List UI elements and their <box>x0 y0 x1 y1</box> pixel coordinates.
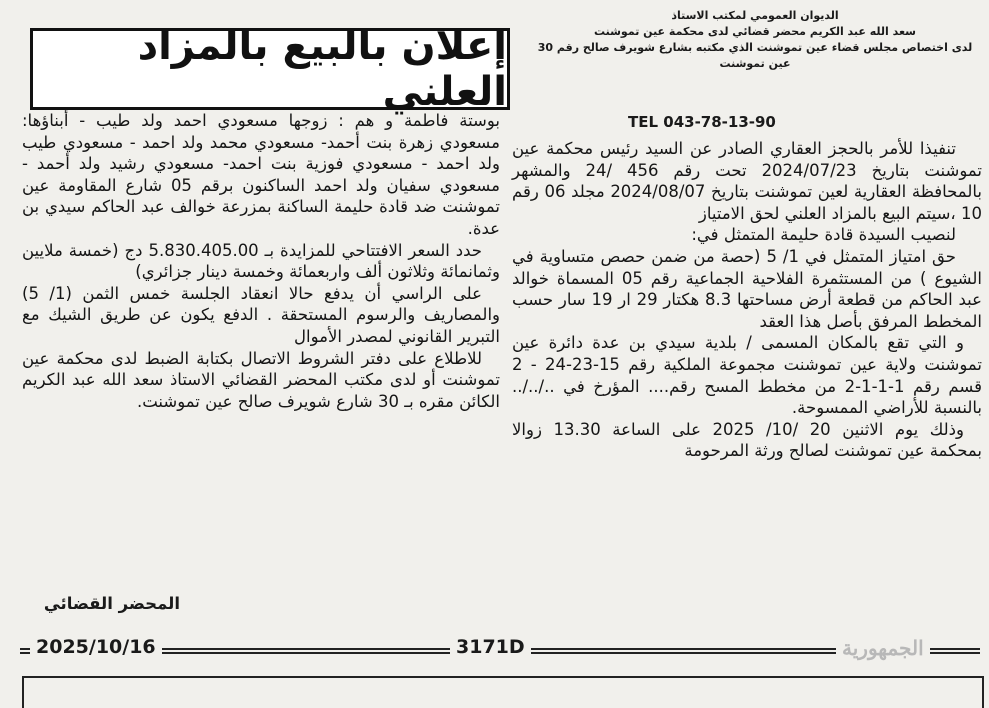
header-line-4: عين تموشنت <box>719 57 791 70</box>
left-text-column <box>22 110 500 412</box>
telephone-number: TEL 043-78-13-90 <box>628 113 776 131</box>
paragraph-share-intro: لنصيب السيدة قادة حليمة المتمثل في: <box>691 225 956 245</box>
paragraph-seizure-order: تنفيذا للأمر بالحجز العقاري الصادر عن السيد رئيس محكمة عين تموشنت بتاريخ 2024/07/23 تحت رقم 456 /24 والمشهر بالمحافظة العقارية لعين تموشنت بتاريخ 2024/08/07 مجلد 06 رقم 10 ،سيتم البيع بالمزاد العلني لحق الامتياز <box>512 139 982 223</box>
announcement-title: إعلان بالبيع بالمزاد العلني <box>137 23 507 115</box>
footer-date: 2025/10/16 <box>30 636 162 658</box>
paragraph-heirs: بوستة فاطمة و هم : زوجها مسعودي احمد ولد طيب - أبناؤها: مسعودي زهرة بنت أحمد- مسعودي محمد ولد احمد - مسعودي طيب ولد احمد - مسعودي فوزية بنت احمد- مسعودي رشيد ولد أحمد - مسعودي سفيان ولد احمد الساكنون برقم 05 شارع المقاومة عين تموشنت ضد قادة حليمة الساكنة بمزرعة خوالف عبد الحاكم سيدي بن عدة. <box>22 111 500 238</box>
footer-code: 3171D <box>450 636 531 658</box>
newspaper-brand: الجمهورية <box>836 636 930 660</box>
title-box <box>30 23 510 115</box>
paragraph-opening-price: حدد السعر الافتتاحي للمزايدة بـ 5.830.405.00 دج (خمسة ملايين وثمانمائة وثلاثون ألف واربعمائة وخمسة دينار جزائري) <box>22 240 500 282</box>
header-line-1: الديوان العمومي لمكتب الاستاذ <box>671 9 839 22</box>
bailiff-signature: المحضر القضائي <box>43 594 180 613</box>
paragraph-location: و التي تقع بالمكان المسمى / بلدية سيدي بن عدة دائرة عين تموشنت ولاية عين تموشنت مجموعة الملكية رقم 15-23-24 - 2 قسم رقم 1-1-1-2 من مخطط المسح رقم.... المؤرخ في ../../.. بالنسبة للأراضي الممسوحة. <box>512 333 982 418</box>
paragraph-concession-right: حق امتياز المتمثل في 1/ 5 (حصة من ضمن حصص متساوية في الشيوع ) من المستثمرة الفلاحية الجماعية رقم 05 المسماة خوالد عبد الحاكم من قطعة أرض مساحتها 8.3 هكتار 29 ار 19 سار حسب المخطط المرفق بأصل هذا العقد <box>512 246 982 331</box>
header-line-2: سعد الله عبد الكريم محضر قضائي لدى محكمة عين تموشنت <box>593 25 917 38</box>
paragraph-auction-date: وذلك يوم الاثنين 20 /10/ 2025 على الساعة 13.30 زوالا بمحكمة عين تموشنت لصالح ورثة المرحومة <box>512 419 982 461</box>
right-text-column <box>512 138 982 462</box>
bailiff-office-header <box>530 8 980 72</box>
next-ad-box-edge <box>22 676 984 708</box>
header-line-3: لدى اختصاص مجلس قضاء عين تموشنت الذي مكتبه بشارع شويرف صالح رقم 30 <box>537 41 973 54</box>
paragraph-payment-terms: على الراسي أن يدفع حالا انعقاد الجلسة خمس الثمن (1/ 5) والمصاريف والرسوم المستحقة . الدفع يكون عن طريق الشيك مع التبرير القانوني لمصدر الأموال <box>22 283 500 346</box>
paragraph-contact-info: للاطلاع على دفتر الشروط الاتصال بكتابة الضبط لدى محكمة عين تموشنت أو لدى مكتب المحضر القضائي الاستاذ سعد الله عبد الكريم الكائن مقره بـ 30 شارع شويرف صالح عين تموشنت. <box>22 348 500 411</box>
